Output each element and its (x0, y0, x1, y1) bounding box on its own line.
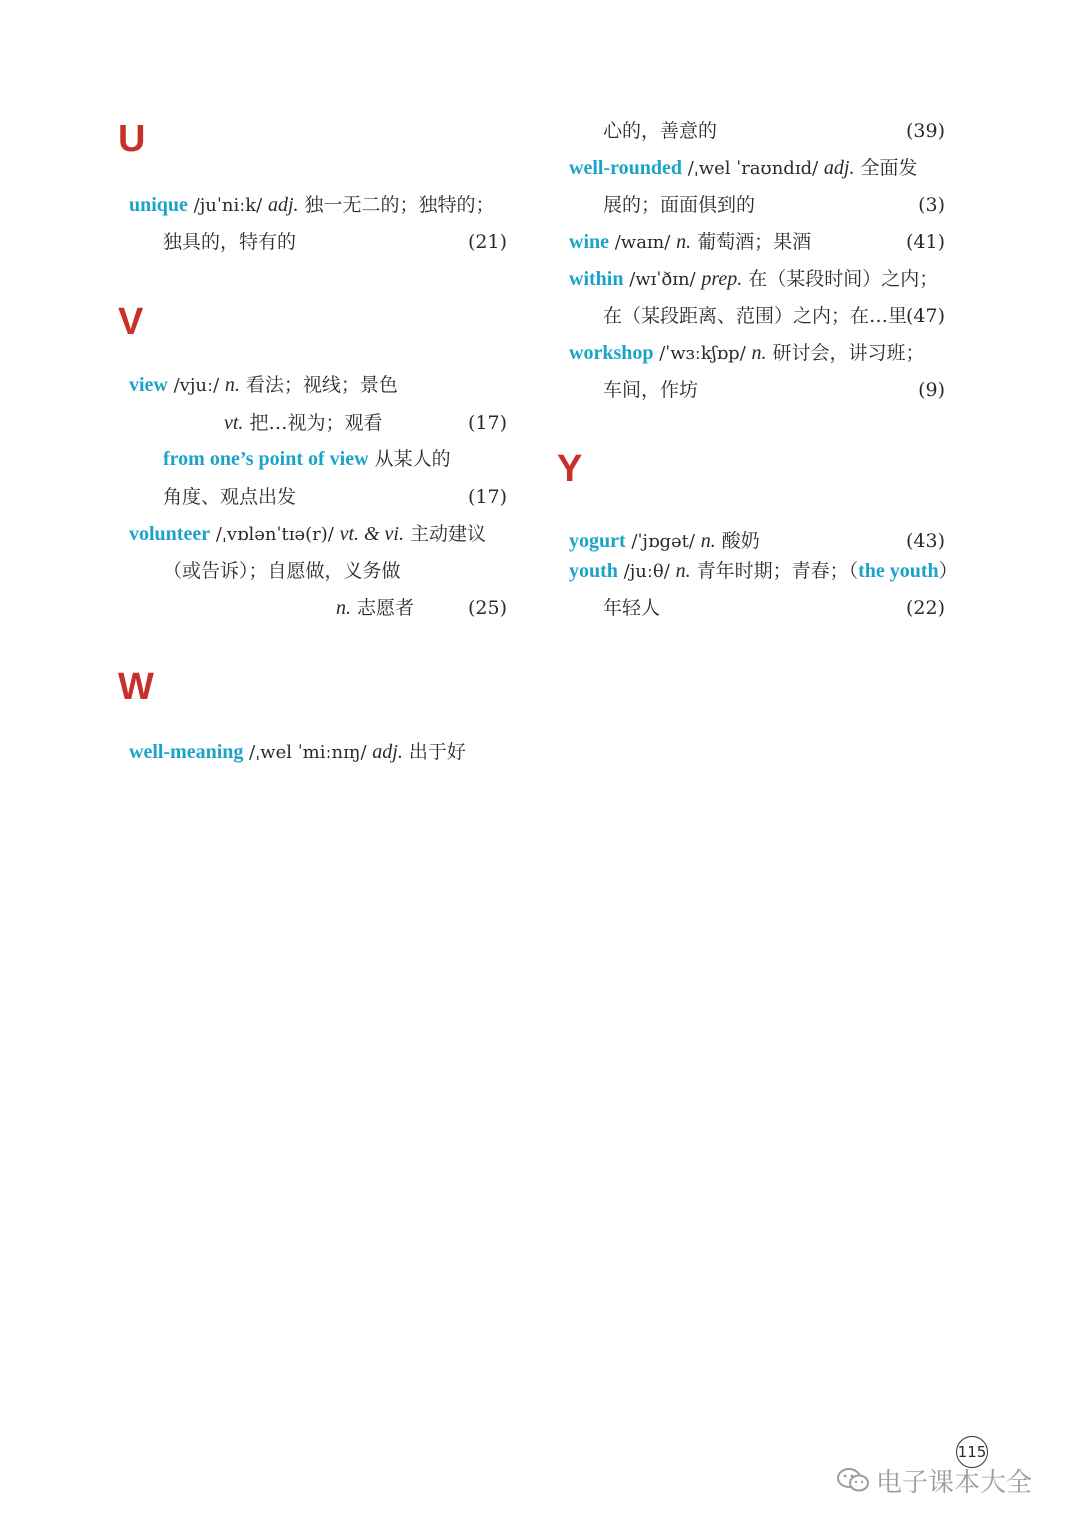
phonetic: /ˌwel ˈraʊndɪd/ (681, 158, 824, 179)
entry-within-cont: 在（某段距离、范围）之内；在…里 (603, 305, 908, 327)
phonetic: /ˈwɜːkʃɒp/ (653, 343, 752, 364)
phonetic: /ˌvɒlənˈtɪə(r)/ (210, 524, 340, 545)
entry-unique (129, 192, 495, 219)
page-ref-well-meaning: (39) (905, 120, 945, 142)
phonetic: /juːθ/ (617, 561, 676, 582)
definition: 志愿者 (351, 597, 415, 619)
definition: 独一无二的；独特的； (298, 194, 495, 216)
definition: 看法；视线；景色 (239, 374, 398, 396)
definition: 在（某段时间）之内； (742, 268, 939, 290)
entry-volunteer-cont: （或告诉）；自愿做，义务做 (163, 560, 401, 582)
section-letter-y: Y (557, 448, 583, 490)
headword: well-rounded (569, 157, 682, 179)
page-ref-volunteer: (25) (467, 597, 507, 619)
headword: wine (569, 231, 609, 253)
definition: 出于好 (402, 741, 466, 763)
entry-volunteer (129, 521, 486, 548)
entry-youth (569, 558, 958, 585)
section-letter-u: U (118, 118, 146, 160)
page-ref-point-of-view: (17) (467, 486, 507, 508)
phonetic: /vjuː/ (167, 375, 225, 396)
page-ref-wine: (41) (905, 231, 945, 253)
page-ref-workshop: (9) (918, 379, 945, 401)
entry-unique-cont: 独具的，特有的 (163, 231, 297, 253)
entry-youth-cont: 年轻人 (603, 597, 661, 619)
definition: 酸奶 (715, 530, 760, 552)
part-of-speech: adj. (372, 741, 403, 763)
section-letter-v: V (118, 301, 144, 343)
page-ref-view: (17) (467, 412, 507, 434)
page-ref-well-rounded: (3) (918, 194, 945, 216)
page-ref-youth: (22) (905, 597, 945, 619)
headword: well-meaning (129, 741, 244, 763)
entry-workshop-cont: 车间，作坊 (603, 379, 699, 401)
entry-well-meaning-cont: 心的，善意的 (603, 120, 718, 142)
phonetic: /ˈjɒgət/ (625, 531, 701, 552)
page-ref-unique: (21) (467, 231, 507, 253)
part-of-speech: adj. (267, 194, 299, 216)
definition: 青年时期；青春；（ (690, 560, 859, 582)
definition: 把…视为；观看 (243, 412, 383, 434)
definition: 全面发 (854, 157, 918, 179)
definition: 葡萄酒；果酒 (691, 231, 812, 253)
page-ref-within: (47) (905, 305, 945, 327)
definition: 从某人的 (368, 448, 451, 470)
part-of-speech: vt. (224, 412, 244, 434)
headword-phrase: the youth (858, 560, 939, 582)
entry-workshop (569, 340, 925, 367)
phonetic: /waɪn/ (609, 232, 677, 253)
headword: view (129, 374, 168, 396)
headword: yogurt (569, 530, 626, 552)
definition: 主动建议 (404, 523, 487, 545)
entry-well-rounded (569, 155, 918, 182)
part-of-speech: n. (751, 342, 767, 364)
entry-view (129, 372, 398, 399)
entry-well-rounded-cont: 展的；面面俱到的 (603, 194, 756, 216)
phonetic: /juˈniːk/ (187, 195, 268, 216)
headword: within (569, 268, 624, 290)
definition-close: ） (938, 560, 958, 582)
page-ref-yogurt: (43) (905, 530, 945, 552)
part-of-speech: n. (676, 231, 692, 253)
watermark (836, 1462, 1032, 1501)
entry-within (569, 266, 938, 293)
watermark-text: 电子课本大全 (876, 1468, 1033, 1498)
headword: youth (569, 560, 618, 582)
section-letter-w: W (118, 666, 154, 708)
part-of-speech: prep. (701, 268, 743, 290)
entry-well-meaning (129, 739, 466, 766)
phonetic: /wɪˈðɪn/ (623, 269, 702, 290)
headword: volunteer (129, 523, 211, 545)
headword: unique (129, 194, 188, 216)
headword: from one’s point of view (163, 448, 369, 470)
part-of-speech: n. (675, 560, 691, 582)
entry-volunteer-noun (336, 595, 414, 621)
headword: workshop (569, 342, 654, 364)
entry-point-of-view-cont: 角度、观点出发 (163, 486, 297, 508)
page-number: 115 (956, 1436, 988, 1468)
definition: 研讨会，讲习班； (766, 342, 925, 364)
entry-view-cont (224, 410, 382, 436)
part-of-speech: n. (336, 597, 351, 619)
entry-point-of-view (163, 446, 451, 472)
phonetic: /ˌwel ˈmiːnɪŋ/ (243, 742, 373, 763)
part-of-speech: vt. & vi. (339, 523, 404, 545)
entry-wine (569, 229, 811, 256)
part-of-speech: adj. (823, 157, 855, 179)
part-of-speech: n. (700, 530, 716, 552)
part-of-speech: n. (224, 374, 240, 396)
wechat-icon (836, 1466, 870, 1501)
entry-yogurt (569, 528, 760, 555)
